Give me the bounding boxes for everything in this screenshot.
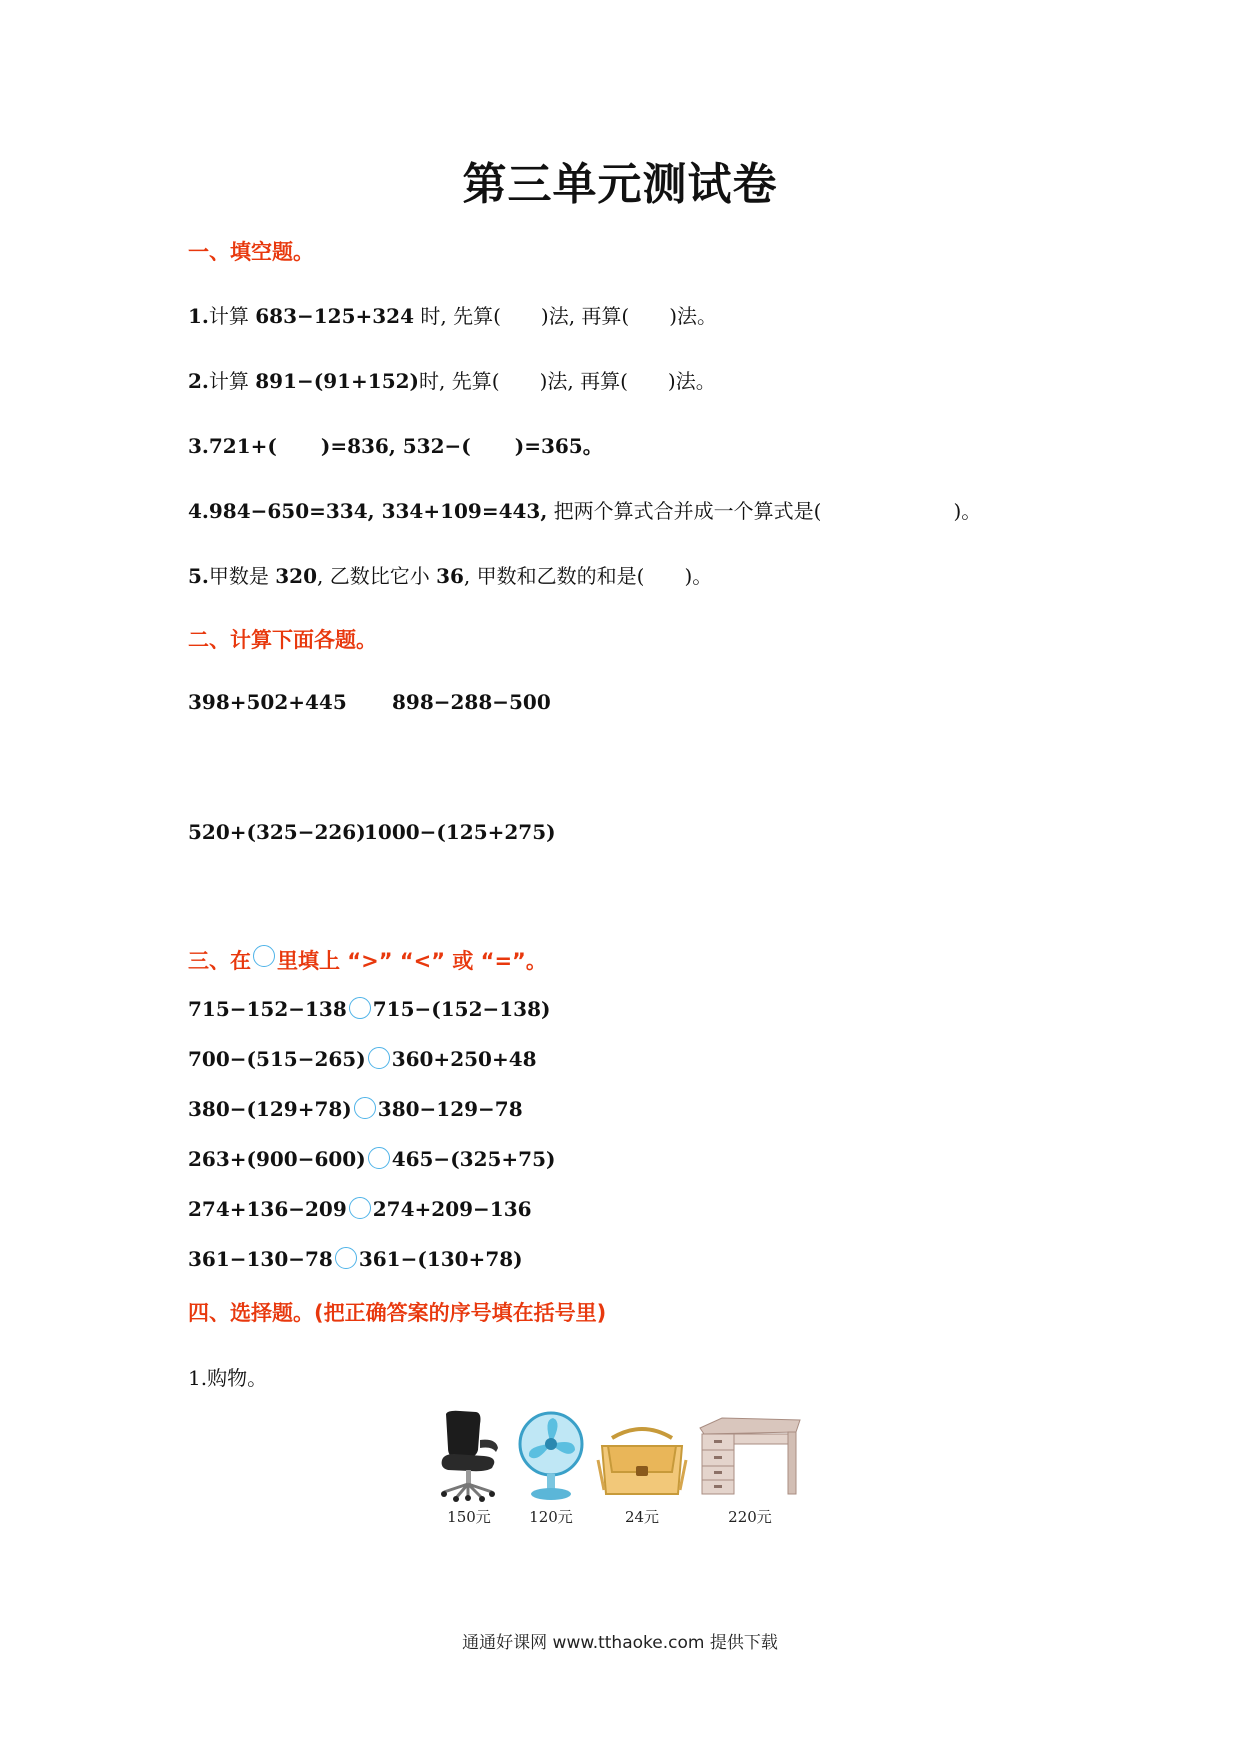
q1-expression: 683−125+324 [255,304,415,328]
price-label: 220元 [728,1508,772,1526]
compare-row [188,1197,532,1221]
product-fan [510,1410,592,1527]
compare-row [188,997,550,1021]
q2-expression: 891−(91+152) [255,369,420,393]
q5-number-2: 36 [436,564,464,588]
bag-icon [594,1410,690,1502]
office-chair-icon [430,1410,508,1502]
electric-fan-icon [513,1410,589,1502]
compare-right: 274+209−136 [372,1197,532,1221]
q4-expression: 4.984−650=334, 334+109=443, [188,499,548,523]
q1-text-a: 计算 [208,304,256,328]
compare-row [188,1147,555,1171]
compare-right: 715−(152−138) [372,997,551,1021]
question-5 [188,560,712,589]
calc-expression: 1000−(125+275) [364,820,556,844]
q1-number: 1. [188,304,209,328]
q2-text-d: )法。 [667,369,716,393]
q5-number: 5. [188,564,209,588]
q1-text-d: )法。 [669,304,718,328]
question-3 [188,430,603,459]
price-label: 150元 [447,1508,491,1526]
question-1 [188,300,717,329]
q5-number-1: 320 [275,564,317,588]
compare-left: 361−130−78 [188,1247,333,1271]
compare-left: 263+(900−600) [188,1147,366,1171]
circle-icon [253,945,275,967]
compare-row [188,1047,537,1071]
q3-expression-a: 3.721+( [188,434,277,458]
calc-expression: 398+502+445 [188,690,347,714]
section2-heading: 二、计算下面各题。 [188,628,377,652]
compare-circle-input[interactable] [368,1147,390,1169]
q2-text-a: 计算 [208,369,256,393]
q2-number: 2. [188,369,209,393]
compare-right: 380−129−78 [377,1097,523,1121]
question-4 [188,495,981,524]
compare-circle-input[interactable] [349,997,371,1019]
section3-heading [188,945,547,975]
question-2 [188,365,716,394]
compare-right: 361−(130+78) [358,1247,523,1271]
calc-expression: 898−288−500 [392,690,551,714]
q2-text-b: 时, 先算( [419,369,500,393]
compare-left: 700−(515−265) [188,1047,366,1071]
compare-left: 380−(129+78) [188,1097,352,1121]
section4-heading: 四、选择题。(把正确答案的序号填在括号里) [188,1301,607,1325]
price-label: 24元 [624,1508,660,1526]
q5-text-d: )。 [684,564,713,588]
compare-circle-input[interactable] [349,1197,371,1219]
section4-question-1: 1.购物。 [188,1366,268,1390]
compare-right: 465−(325+75) [391,1147,556,1171]
q4-end: )。 [953,499,982,523]
price-label: 120元 [529,1508,573,1526]
q4-text: 把两个算式合并成一个算式是( [547,499,822,523]
q3-expression-c: )=365。 [514,434,603,458]
compare-left: 274+136−209 [188,1197,347,1221]
compare-row [188,1247,523,1271]
compare-right: 360+250+48 [391,1047,537,1071]
q3-expression-b: )=836, 532−( [320,434,471,458]
product-bag [592,1410,692,1527]
section3-heading-b: 里填上 “>” “<” 或 “=”。 [277,949,547,973]
q5-text-c: , 甲数和乙数的和是( [463,564,645,588]
product-chair [428,1410,510,1527]
desk-icon [696,1410,804,1502]
product-desk [694,1410,806,1527]
page-title: 第三单元测试卷 [462,159,778,210]
q1-text-c: )法, 再算( [540,304,630,328]
q1-text-b: 时, 先算( [414,304,501,328]
q5-text-b: , 乙数比它小 [317,564,437,588]
compare-circle-input[interactable] [354,1097,376,1119]
q2-text-c: )法, 再算( [539,369,628,393]
compare-circle-input[interactable] [368,1047,390,1069]
section3-heading-a: 三、在 [188,949,251,973]
compare-row [188,1097,523,1121]
q5-text-a: 甲数是 [208,564,276,588]
footer-text: 通通好课网 www.tthaoke.com 提供下载 [462,1633,778,1653]
section1-heading: 一、填空题。 [188,240,314,264]
compare-circle-input[interactable] [335,1247,357,1269]
compare-left: 715−152−138 [188,997,347,1021]
calc-expression: 520+(325−226) [188,820,366,844]
